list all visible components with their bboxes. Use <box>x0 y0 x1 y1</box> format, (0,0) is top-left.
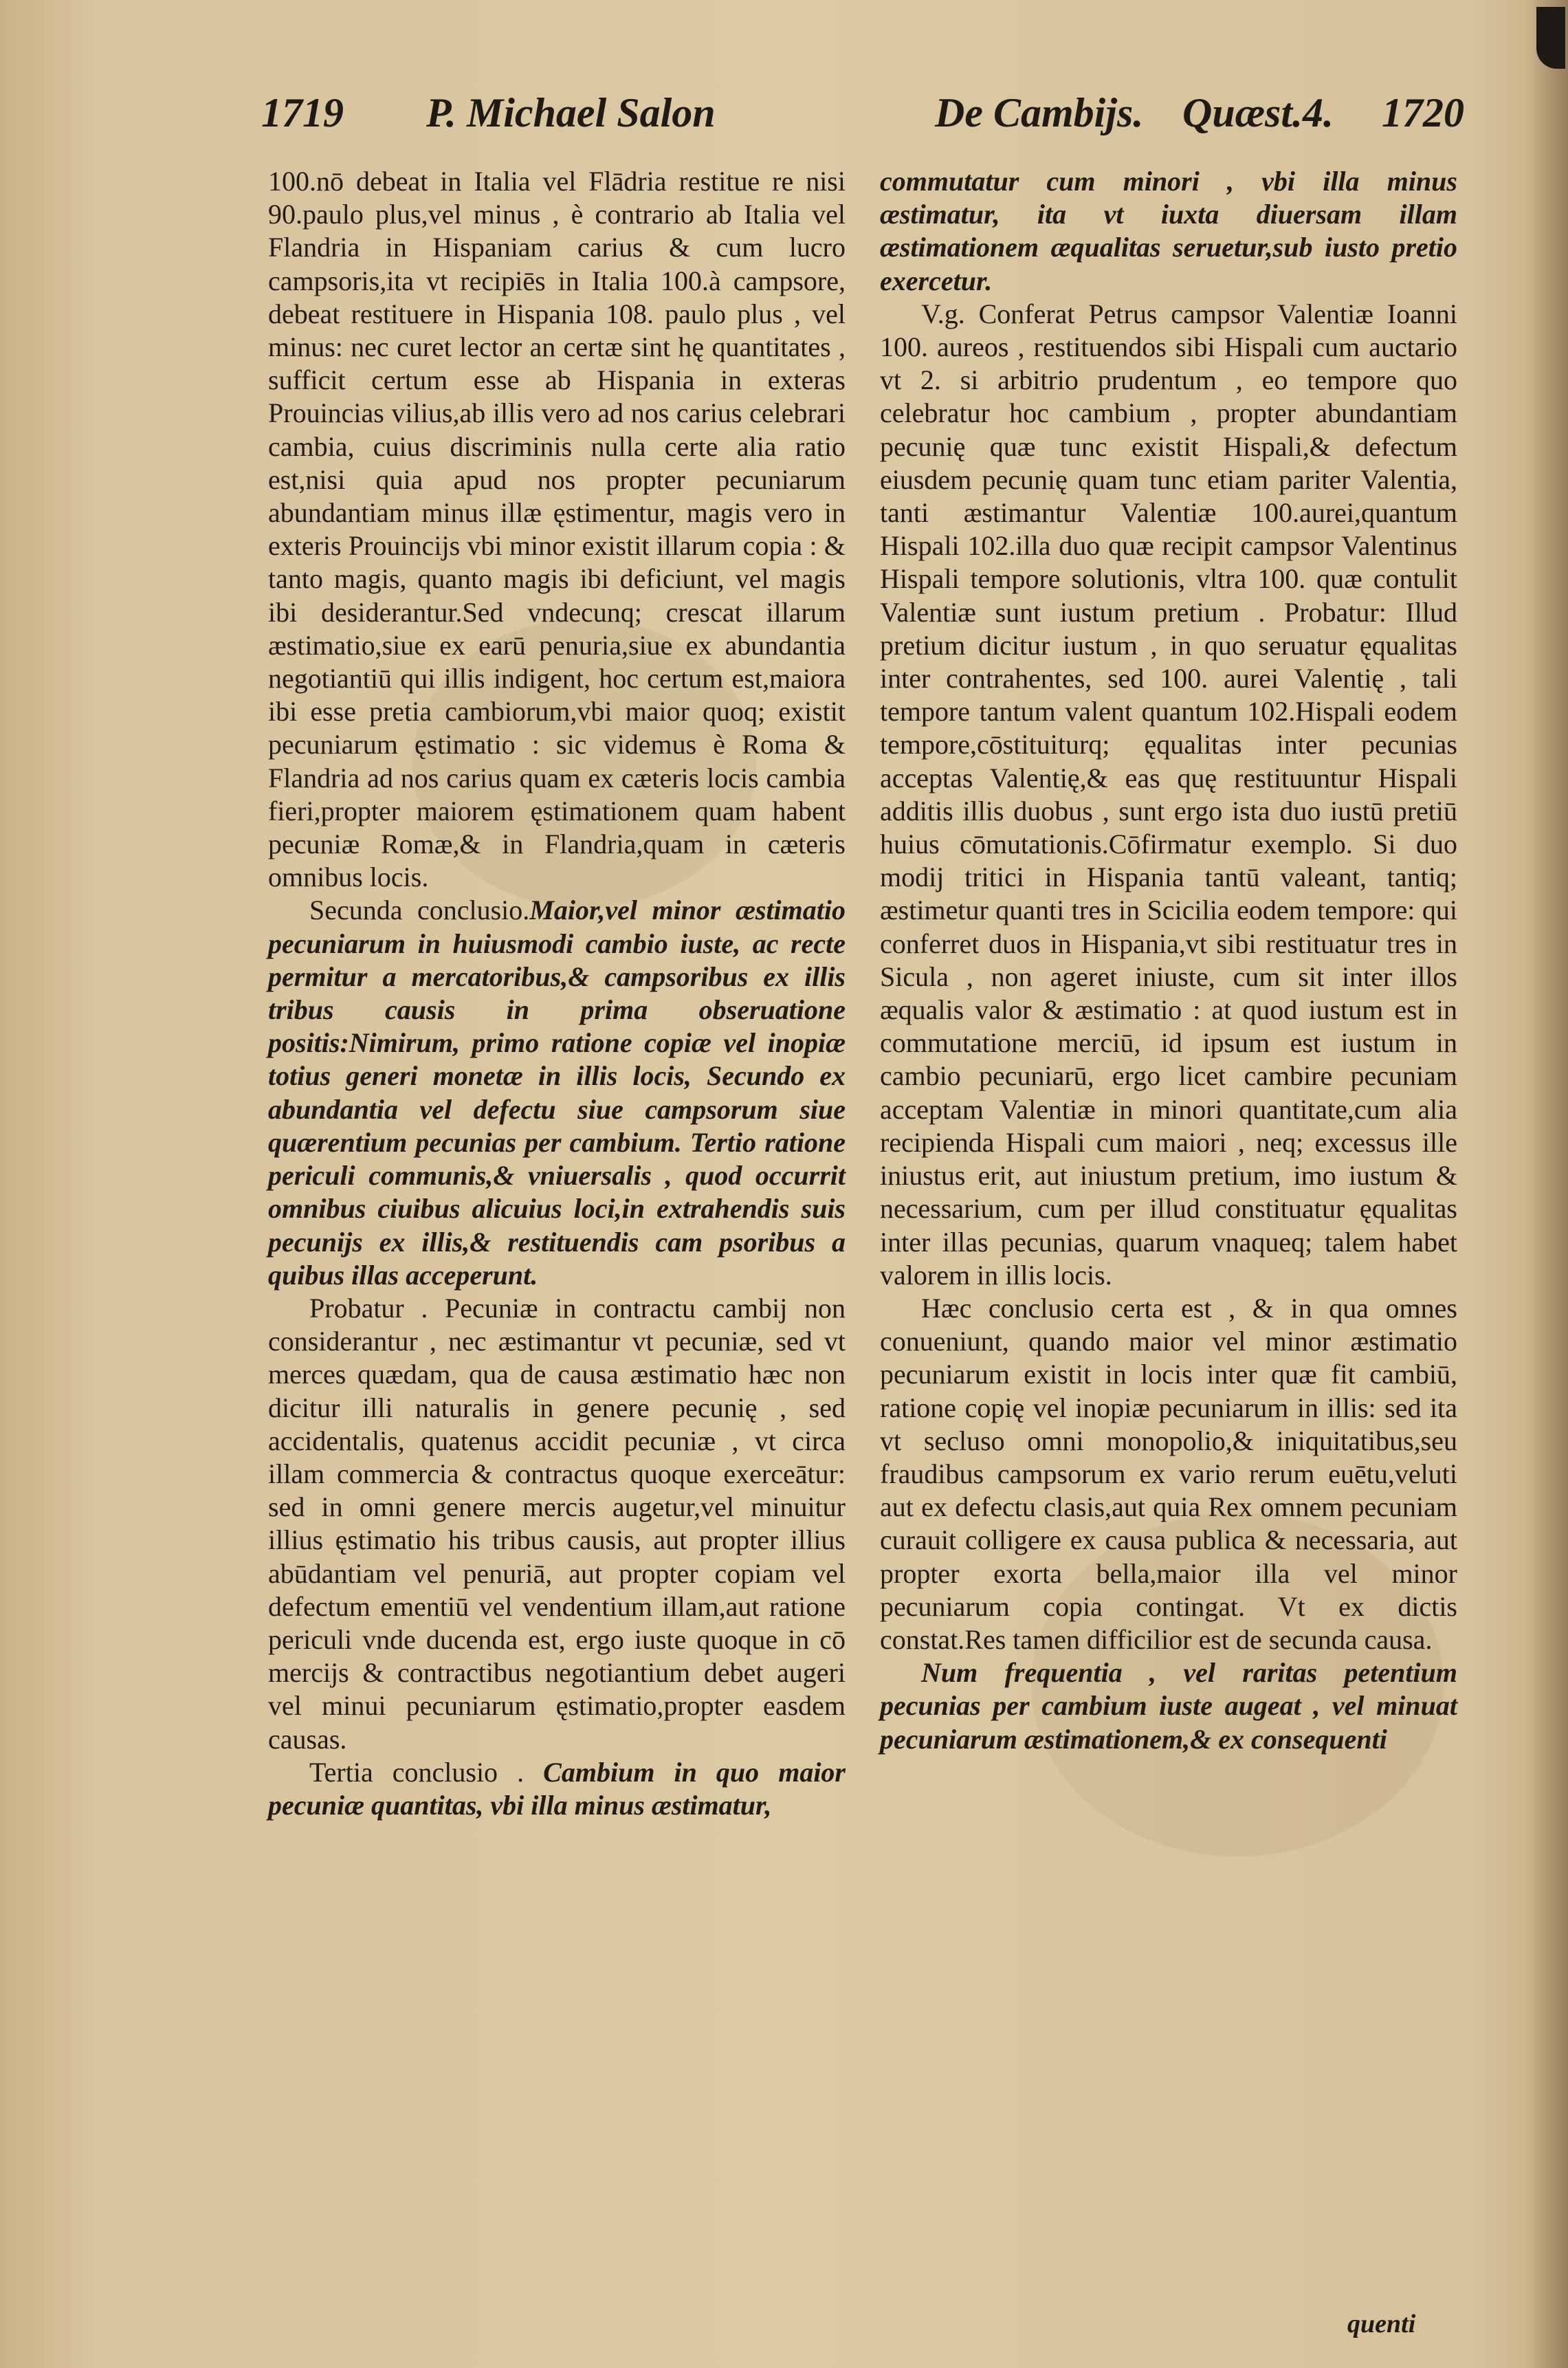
paragraph <box>880 165 1457 298</box>
paragraph <box>268 1756 846 1822</box>
paragraph <box>268 165 846 894</box>
page-number-left: 1719 <box>261 90 344 135</box>
paragraph-text: Probatur . Pecuniæ in contractu cambij non considerantur , nec æstimantur vt pecuniæ, sed vt merces quædam, qua de causa æstimatio hæc non dicitur illi naturalis in genere pecunię , sed accidentalis, quatenus accidit pecuniæ , vt circa illam commercia & contractus quoque exerceātur: sed in omni genere mercis augetur,vel minuitur illius ęstimatio his tribus causis, aut propter illius abūdantiam vel penuriā, aut propter copiam vel defectum ementiū vel vendentium illam,aut ratione periculi vnde ducenda est, ergo iuste quoque in cō mercijs & contractibus negotiantium debet augeri vel minui pecuniarum ęstimatio,propter easdem causas. <box>268 1292 846 1755</box>
conclusion-statement: Maior,vel minor æstimatio pecuniarum in huiusmodi cambio iuste, ac recte permitur a mercatoribus,& campsoribus ex illis tribus causis in prima obseruatione positis:Nimirum, primo ratione copiæ vel inopiæ totius generi monetæ in illis locis, Secundo ex abundantia vel defectu siue campsorum siue quærentium pecunias per cambium. Tertio ratione periculi communis,& vniuersalis , quod occurrit omnibus ciuibus alicuius loci,in extrahendis suis pecunijs ex illis,& restituendis cam psoribus a quibus illas acceperunt. <box>268 895 846 1291</box>
paragraph <box>880 1656 1457 1756</box>
catchword: quenti <box>1347 2310 1416 2338</box>
author-name: P. Michael Salon <box>426 90 716 135</box>
section-title: De Cambijs. <box>935 90 1144 135</box>
paragraph <box>268 894 846 1291</box>
conclusion-lead: Secunda conclusio. <box>309 895 530 926</box>
paragraph <box>880 1292 1457 1656</box>
page-number-right: 1720 <box>1382 90 1464 135</box>
right-column <box>880 165 1457 1756</box>
conclusion-statement: commutatur cum minori , vbi illa minus æstimatur, ita vt iuxta diuersam illam æstimationem æqualitas seruetur,sub iusto pretio exercetur. <box>880 166 1457 296</box>
paragraph-text: 100.nō debeat in Italia vel Flādria restitue re nisi 90.paulo plus,vel minus , è contrario ab Italia vel Flandria in Hispaniam carius & cum lucro campsoris,ita vt recipiēs in Italia 100.à campsore, debeat restituere in Hispania 108. paulo plus , vel minus: nec curet lector an certæ sint hę quantitates , sufficit certum esse ab Hispania in exteras Prouincias vilius,ab illis vero ad nos carius celebrari cambia, cuius discriminis nulla certe alia ratio est,nisi quia apud nos propter pecuniarum abundantiam minus illæ ęstimentur, magis vero in exteris Prouincijs vbi minor existit illarum copia : & tanto magis, quanto magis ibi deficiunt, vel magis ibi desiderantur.Sed vndecunq; crescat illarum æstimatio,siue ex earū penuria,siue ex abundantia negotiantiū qui illis indigent, hoc certum est,maiora ibi esse pretia cambiorum,vbi maior quoq; existit pecuniarum ęstimatio : sic videmus è Roma & Flandria ad nos carius quam ex cæteris locis cambia fieri,propter maiorem ęstimationem quam habent pecuniæ Romæ,& in Flandria,quam in cæteris omnibus locis. <box>268 166 846 893</box>
conclusion-lead: Tertia conclusio . <box>309 1756 544 1788</box>
quaestio-label: Quæst.4. <box>1182 90 1334 135</box>
question-statement: Num frequentia , vel raritas petentium pecunias per cambium iuste augeat , vel minuat pecuniarum æstimationem,& ex consequenti <box>880 1657 1457 1755</box>
left-column <box>268 165 846 1822</box>
paragraph <box>880 298 1457 1292</box>
paragraph-text: V.g. Conferat Petrus campsor Valentiæ Ioanni 100. aureos , restituendos sibi Hispali cum auctario vt 2. si arbitrio prudentum , eo tempore quo celebratur hoc cambium , propter abundantiam pecunię quæ tunc existit Hispali,& defectum eiusdem pecunię quam tunc etiam pariter Valentia, tanti æstimantur Valentiæ 100.aurei,quantum Hispali 102.illa duo quæ recipit campsor Valentinus Hispali tempore solutionis, vltra 100. quæ contulit Valentiæ sunt iustum pretium . Probatur: Illud pretium dicitur iustum , in quo seruatur ęqualitas inter contrahentes, sed 100. aurei Valentię , tali tempore tantum valent quantum 102.Hispali eodem tempore,cōstituiturq; ęqualitas inter pecunias acceptas Valentię,& eas quę restituuntur Hispali additis illis duobus , sunt ergo ista duo iustū pretiū huius cōmutationis.Cōfirmatur exemplo. Si duo modij tritici in Hispania tantū valeant, tantiq; æstimetur quanti tres in Scicilia eodem tempore: qui conferret duos in Hispania,vt sibi restituatur tres in Sicula , non ageret iniuste, cum sit inter illos æqualis valor & æstimatio : at quod iustum est in commutatione merciū, id ipsum est iustum in cambio pecuniarū, ergo licet cambire pecuniam acceptam Valentiæ in minori quantitate,cum alia recipienda Hispali cum maiori , neq; excessus ille iniustus erit, aut iniustum pretium, imo iustum & necessarium, cum per illud constituatur ęqualitas inter illas pecunias, quarum vnaqueq; talem habet valorem in illis locis. <box>880 298 1457 1291</box>
page-edge-shadow <box>1527 0 1568 2368</box>
running-head <box>254 89 1492 144</box>
conclusion-statement: Cambium in quo maior pecuniæ quantitas, vbi illa minus æstimatur, <box>268 1756 846 1821</box>
paragraph <box>268 1292 846 1756</box>
paragraph-text: Hæc conclusio certa est , & in qua omnes conueniunt, quando maior vel minor æstimatio pecuniarum existit in locis inter quæ fit cambiū, ratione copię vel inopiæ pecuniarum in illis: sed ita vt secluso omni monopolio,& iniquitatibus,seu fraudibus campsorum ex vario rerum euētu,veluti aut ex defectu clasis,aut quia Rex omnem pecuniam curauit colligere ex causa publica & necessaria, aut propter exorta bella,maior illa vel minor pecuniarum copia contingat. Vt ex dictis constat.Res tamen difficilior est de secunda causa. <box>880 1292 1457 1655</box>
corner-mark <box>1536 7 1565 69</box>
